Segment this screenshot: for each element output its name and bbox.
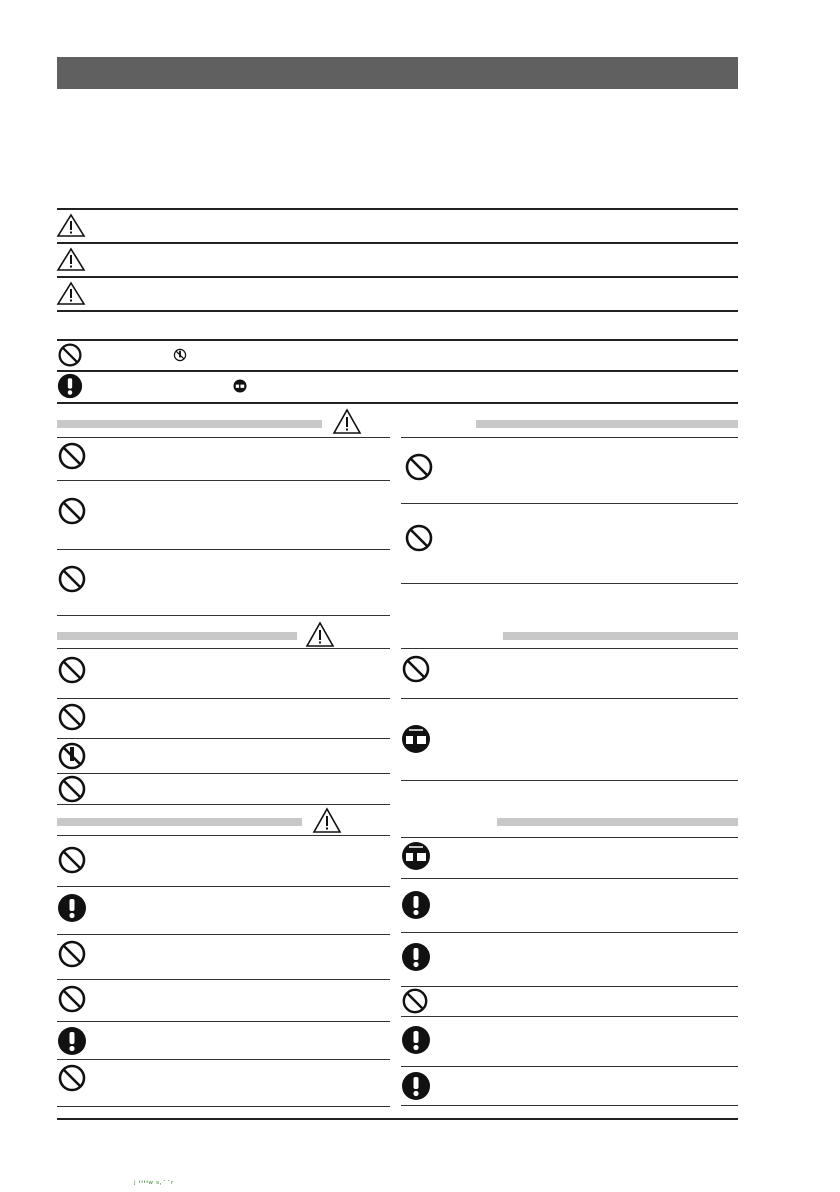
- section-rule: [57, 648, 390, 649]
- prohibition-icon: [57, 496, 87, 526]
- legend-rule: [57, 370, 738, 372]
- unplug-power-icon: [233, 379, 247, 393]
- prohibition-icon: [404, 452, 434, 482]
- warning-triangle-icon: [56, 281, 86, 306]
- row-divider: [57, 886, 390, 887]
- legend-rule: [57, 276, 738, 278]
- legend-rule: [57, 208, 738, 210]
- warning-triangle-icon: [56, 247, 86, 272]
- section-rule: [401, 648, 738, 649]
- row-divider: [57, 1021, 390, 1022]
- mandatory-exclamation-icon: [401, 1025, 431, 1055]
- row-divider: [401, 698, 738, 699]
- unplug-power-icon: [401, 724, 431, 754]
- mandatory-exclamation-icon: [57, 373, 83, 399]
- prohibition-icon: [401, 654, 431, 684]
- warning-triangle-icon: [56, 213, 86, 238]
- no-disassembly-icon: [173, 348, 187, 362]
- row-divider: [57, 1059, 390, 1060]
- legend-rule: [57, 242, 738, 244]
- mandatory-exclamation-icon: [401, 942, 431, 972]
- prohibition-icon: [57, 342, 83, 368]
- row-divider: [57, 480, 390, 481]
- footer-mark: ʲ ''''ʷ ˢ·˙˙ʳ: [134, 1180, 174, 1190]
- row-divider: [401, 1016, 738, 1017]
- row-divider: [401, 1066, 738, 1067]
- row-divider: [401, 878, 738, 879]
- prohibition-icon: [57, 702, 87, 732]
- section-header-bar: [497, 818, 738, 826]
- section-rule: [401, 837, 738, 838]
- row-divider: [57, 549, 390, 550]
- prohibition-icon: [57, 984, 87, 1014]
- row-divider: [57, 979, 390, 980]
- prohibition-icon: [404, 523, 434, 553]
- prohibition-icon: [57, 441, 87, 471]
- row-divider: [57, 738, 390, 739]
- prohibition-icon: [57, 939, 87, 969]
- row-divider: [401, 986, 738, 987]
- mandatory-exclamation-icon: [401, 890, 431, 920]
- row-divider: [401, 583, 738, 584]
- unplug-power-icon: [401, 841, 431, 871]
- section-header-bar: [57, 818, 302, 826]
- mandatory-exclamation-icon: [57, 1026, 87, 1056]
- section-header-bar: [476, 420, 738, 428]
- mandatory-exclamation-icon: [401, 1071, 431, 1101]
- row-divider: [57, 615, 390, 616]
- prohibition-icon: [57, 655, 87, 685]
- section-rule: [57, 835, 390, 836]
- prohibition-icon: [57, 845, 87, 875]
- prohibition-icon: [57, 564, 87, 594]
- prohibition-icon: [401, 987, 429, 1015]
- legend-rule: [57, 402, 738, 404]
- row-divider: [401, 932, 738, 933]
- mandatory-exclamation-icon: [57, 893, 87, 923]
- row-divider: [57, 804, 390, 805]
- legend-rule: [57, 310, 738, 312]
- section-header-bar: [57, 632, 297, 640]
- warning-triangle-icon: [332, 408, 362, 435]
- section-rule: [57, 437, 390, 438]
- legend-rule: [57, 339, 738, 341]
- row-divider: [57, 698, 390, 699]
- row-divider: [57, 773, 390, 774]
- row-divider: [401, 1105, 738, 1106]
- row-divider: [401, 503, 738, 504]
- warning-triangle-icon: [305, 621, 335, 648]
- warning-triangle-icon: [312, 807, 342, 834]
- section-header-bar: [503, 632, 738, 640]
- section-header-bar: [57, 420, 322, 428]
- row-divider: [57, 934, 390, 935]
- section-rule: [401, 437, 738, 438]
- header-bar: [57, 57, 738, 89]
- page-bottom-rule: [57, 1118, 738, 1120]
- prohibition-icon: [57, 774, 87, 804]
- row-divider: [57, 1106, 390, 1107]
- no-disassembly-icon: [57, 741, 87, 771]
- row-divider: [401, 780, 738, 781]
- prohibition-icon: [57, 1063, 87, 1093]
